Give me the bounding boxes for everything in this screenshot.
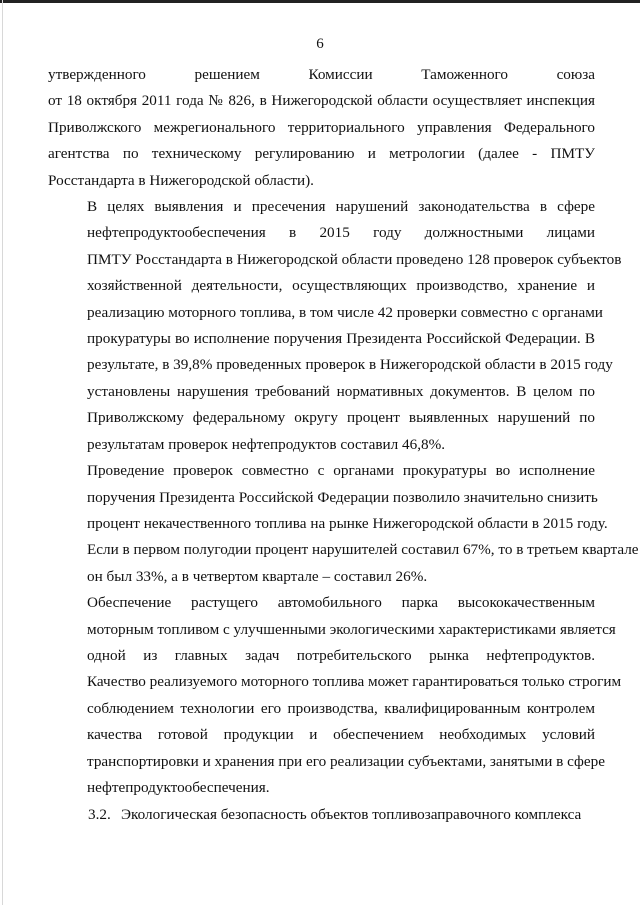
- text-line: установлены нарушения требований нормативных документов. В целом по: [87, 382, 595, 400]
- text-line: Приволжского межрегионального территориального управления Федерального: [48, 118, 595, 136]
- text-line: хозяйственной деятельности, осуществляющих производство, хранение и: [87, 277, 595, 295]
- text-line: он был 33%, а в четвертом квартале – составил 26%.: [87, 567, 428, 585]
- scan-left-edge: [2, 0, 3, 905]
- section-heading: [88, 802, 581, 828]
- text-line: нефтепродуктообеспечения.: [87, 778, 270, 796]
- text-line: Приволжскому федеральному округу процент выявленных нарушений по: [87, 409, 595, 427]
- section-number: 3.2.: [88, 806, 111, 823]
- text-line: реализацию моторного топлива, в том числе 42 проверки совместно с органами: [87, 303, 603, 321]
- paragraph: [48, 590, 622, 801]
- text-line: результатам проверок нефтепродуктов составил 46,8%.: [87, 435, 446, 453]
- paragraph: [48, 62, 595, 194]
- text-line: моторным топливом с улучшенными экологическими характеристиками является: [87, 620, 616, 638]
- text-line: от 18 октября 2011 года № 826, в Нижегородской области осуществляет инспекция: [48, 92, 595, 110]
- text-line: Обеспечение растущего автомобильного парка высококачественным: [87, 594, 595, 612]
- text-line: процент некачественного топлива на рынке Нижегородской области в 2015 году.: [87, 514, 608, 532]
- text-line: утвержденного решением Комиссии Таможенного союза: [48, 66, 595, 83]
- text-line: Проведение проверок совместно с органами прокуратуры во исполнение: [87, 462, 595, 480]
- paragraph: [48, 194, 622, 458]
- text-line: прокуратуры во исполнение поручения Президента Российской Федерации. В: [87, 330, 595, 348]
- text-line: Если в первом полугодии процент нарушителей составил 67%, то в третьем квартале: [87, 541, 639, 559]
- text-line: поручения Президента Российской Федерации позволило значительно снизить: [87, 488, 598, 506]
- text-line: Качество реализуемого моторного топлива может гарантироваться только строгим: [87, 673, 622, 691]
- text-line: Росстандарта в Нижегородской области).: [48, 171, 314, 189]
- text-line: транспортировки и хранения при его реализации субъектами, занятыми в сфере: [87, 752, 605, 770]
- text-line: соблюдением технологии его производства, квалифицированным контролем: [87, 699, 595, 717]
- section-title: Экологическая безопасность объектов топливозаправочного комплекса: [121, 806, 582, 823]
- scan-top-border: [0, 0, 640, 3]
- paragraph: [48, 458, 639, 590]
- document-body: [48, 62, 639, 801]
- text-line: ПМТУ Росстандарта в Нижегородской области проведено 128 проверок субъектов: [87, 250, 622, 268]
- text-line: качества готовой продукции и обеспечением необходимых условий: [87, 726, 595, 744]
- text-line: нефтепродуктообеспечения в 2015 году должностными лицами: [87, 224, 595, 242]
- text-line: результате, в 39,8% проведенных проверок в Нижегородской области в 2015 году: [87, 356, 613, 374]
- page-number: 6: [316, 36, 324, 52]
- text-line: В целях выявления и пресечения нарушений законодательства в сфере: [87, 198, 595, 216]
- text-line: агентства по техническому регулированию и метрологии (далее - ПМТУ: [48, 145, 595, 163]
- text-line: одной из главных задач потребительского рынка нефтепродуктов.: [87, 646, 595, 664]
